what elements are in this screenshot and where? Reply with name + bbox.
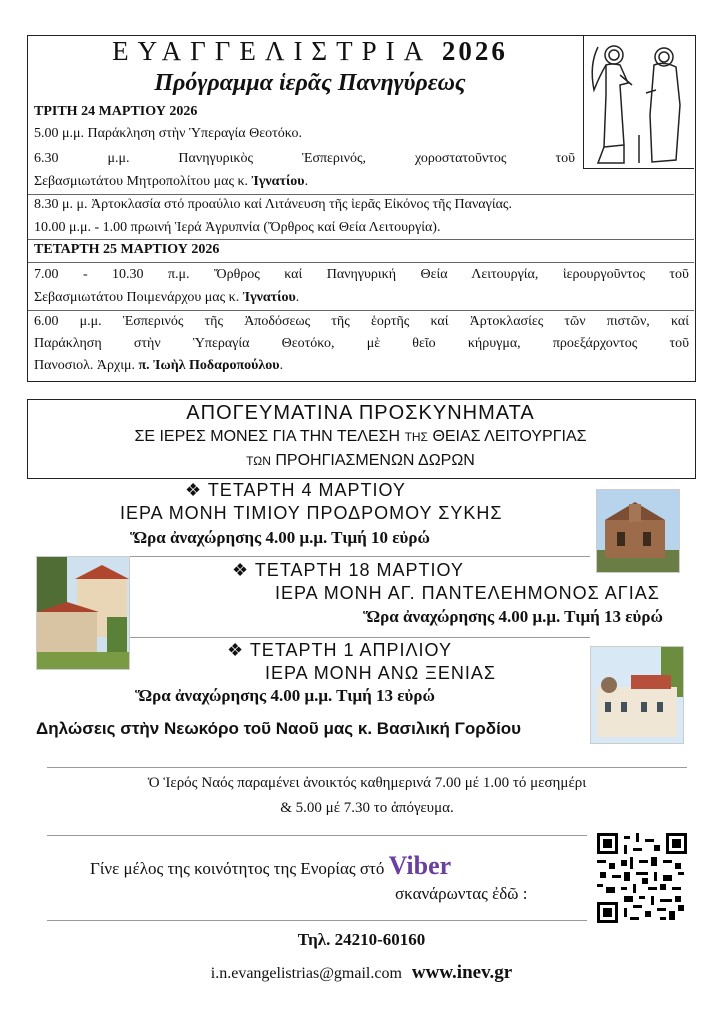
- trip3-date: ❖ ΤΕΤΑΡΤΗ 1 ΑΠΡΙΛΙΟΥ: [227, 640, 452, 660]
- pilgrimages-title: ΑΠΟΓΕΥΜΑΤΙΝΑ ΠΡΟΣΚΥΝΗΜΑΤΑ: [186, 402, 535, 424]
- page-subtitle: Πρόγραμμα ἱερᾶς Πανηγύρεως: [154, 70, 466, 96]
- trip1-monastery: ΙΕΡΑ ΜΟΝΗ ΤΙΜΙΟΥ ΠΡΟΔΡΟΜΟΥ ΣΥΚΗΣ: [120, 503, 503, 523]
- monastery-photo-2: [36, 556, 130, 670]
- day1-heading: ΤΡΙΤΗ 24 ΜΑΡΤΙΟΥ 2026: [34, 104, 198, 119]
- day2-heading: ΤΕΤΑΡΤΗ 25 ΜΑΡΤΙΟΥ 2026: [34, 242, 220, 257]
- divider: [47, 920, 587, 921]
- day2-line1a: 7.00 - 10.30 π.μ. Ὄρθρος καί Πανηγυρική Θεία Λειτουργία, ἱερουργοῦντος τοῦ: [34, 267, 689, 282]
- hours-line2: & 5.00 μέ 7.30 το ἀπόγευμα.: [280, 800, 454, 816]
- divider: [28, 262, 694, 263]
- day2-line2c: Πανοσιολ. Ἀρχιμ. π. Ἰωὴλ Ποδαροπούλου.: [34, 358, 284, 373]
- email-link[interactable]: i.n.evangelistrias@gmail.com: [210, 965, 402, 982]
- trip1-date: ❖ ΤΕΤΑΡΤΗ 4 ΜΑΡΤΙΟΥ: [185, 480, 406, 500]
- viber-line: [90, 851, 451, 881]
- day1-line2b: Σεβασμιωτάτου Μητροπολίτου μας κ. Ἰγνατίου.: [34, 174, 309, 189]
- day1-line2b-text: Σεβασμιωτάτου Μητροπολίτου μας κ.: [34, 174, 249, 189]
- day2-line2b: Παράκληση στὴν Ὑπεραγία Θεοτόκο, μὲ θεῖο κήρυγμα, προεξάρχοντος τοῦ: [34, 336, 689, 351]
- subtitle2-small: ΤΩΝ: [246, 454, 271, 468]
- day2-line1b: Σεβασμιωτάτου Ποιμενάρχου μας κ. Ἰγνατίου.: [34, 290, 300, 305]
- trip3-details: Ὥρα ἀναχώρησης 4.00 μ.μ. Τιμή 13 εὐρώ: [135, 686, 435, 705]
- contact-line: [0, 962, 723, 984]
- qr-code-icon: [597, 833, 687, 923]
- monastery-image: [37, 557, 129, 669]
- trip2-date: ❖ ΤΕΤΑΡΤΗ 18 ΜΑΡΤΙΟΥ: [232, 560, 464, 580]
- divider: [105, 556, 590, 557]
- qr-code[interactable]: [597, 833, 687, 923]
- trip2-monastery: ΙΕΡΑ ΜΟΝΗ ΑΓ. ΠΑΝΤΕΛΕΗΜΟΝΟΣ ΑΓΙΑΣ: [275, 583, 660, 603]
- subtitle2-end: ΠΡΟΗΓΙΑΣΜΕΝΩΝ ΔΩΡΩΝ: [275, 452, 475, 469]
- church-image: [597, 490, 679, 572]
- viber-scan-text: σκανάρωντας ἐδῶ :: [395, 884, 528, 903]
- viber-link[interactable]: Viber: [388, 851, 452, 880]
- monastery-photo-3: [590, 646, 684, 744]
- subtitle1-text: ΣΕ ΙΕΡΕΣ ΜΟΝΕΣ ΓΙΑ ΤΗΝ ΤΕΛΕΣΗ: [134, 428, 401, 445]
- subtitle1-small: ΤΗΣ: [404, 430, 428, 444]
- title-year: 2026: [441, 36, 508, 66]
- day1-line2b-name: Ἰγνατίου: [251, 174, 305, 189]
- monastery-image: [591, 647, 683, 743]
- phone-number[interactable]: Τηλ. 24210-60160: [297, 930, 426, 949]
- trip1-details: Ὥρα ἀναχώρησης 4.00 μ.μ. Τιμή 10 εὐρώ: [130, 528, 430, 547]
- trip2-date-text: ΤΕΤΑΡΤΗ 18 ΜΑΡΤΙΟΥ: [254, 560, 464, 580]
- divider: [130, 637, 590, 638]
- day2-line1b-name: Ἰγνατίου: [242, 290, 296, 305]
- day1-line1: 5.00 μ.μ. Παράκληση στὴν Ὑπεραγία Θεοτόκο.: [34, 126, 302, 141]
- trip2-details: Ὥρα ἀναχώρησης 4.00 μ.μ. Τιμή 13 εὐρώ: [363, 607, 663, 626]
- trip1-date-text: ΤΕΤΑΡΤΗ 4 ΜΑΡΤΙΟΥ: [207, 480, 406, 500]
- divider: [28, 310, 694, 311]
- pilgrimages-subtitle1: [27, 428, 694, 446]
- divider: [47, 767, 687, 768]
- divider: [47, 835, 587, 836]
- pilgrimages-subtitle2: [27, 452, 694, 470]
- registration-note: Δηλώσεις στὴν Νεωκόρο τοῦ Ναοῦ μας κ. Βασιλική Γορδίου: [36, 719, 522, 738]
- hours-line1: Ὁ Ἱερός Ναός παραμένει ἀνοικτός καθημερινά 7.00 μέ 1.00 τό μεσημέρι: [147, 775, 587, 791]
- day2-line1b-text: Σεβασμιωτάτου Ποιμενάρχου μας κ.: [34, 290, 240, 305]
- page-title: [40, 36, 580, 67]
- viber-text: Γίνε μέλος της κοινότητος της Ενορίας στό: [90, 859, 385, 878]
- day1-line4: 10.00 μ.μ. - 1.00 πρωινή Ἱερά Ἀγρυπνία (Ὄρθρος καί Θεία Λειτουργία).: [34, 220, 441, 235]
- subtitle1-end: ΘΕΙΑΣ ΛΕΙΤΟΥΡΓΙΑΣ: [432, 428, 587, 445]
- monastery-photo-1: [596, 489, 680, 573]
- day2-line2a: 6.00 μ.μ. Ἑσπερινός τῆς Ἀποδόσεως τῆς ἑορτῆς καί Ἀρτοκλασίες τῶν πιστῶν, καί: [34, 314, 689, 329]
- day2-line2c-name: π. Ἰωὴλ Ποδαροπούλου: [138, 358, 280, 373]
- day2-line2c-text: Πανοσιολ. Ἀρχιμ.: [34, 358, 135, 373]
- title-text: ΕΥΑΓΓΕΛΙΣΤΡΙΑ: [112, 36, 433, 66]
- day1-line3: 8.30 μ. μ. Ἀρτοκλασία στό προαύλιο καί Λιτάνευση τῆς ἱερᾶς Εἰκόνος τῆς Παναγίας.: [34, 197, 512, 212]
- trip3-monastery: ΙΕΡΑ ΜΟΝΗ ΑΝΩ ΞΕΝΙΑΣ: [265, 663, 496, 683]
- day1-line2a: 6.30 μ.μ. Πανηγυρικὸς Ἑσπερινός, χοροστατοῦντος τοῦ: [34, 151, 575, 166]
- trip3-date-text: ΤΕΤΑΡΤΗ 1 ΑΠΡΙΛΙΟΥ: [249, 640, 452, 660]
- website-link[interactable]: www.inev.gr: [411, 962, 513, 983]
